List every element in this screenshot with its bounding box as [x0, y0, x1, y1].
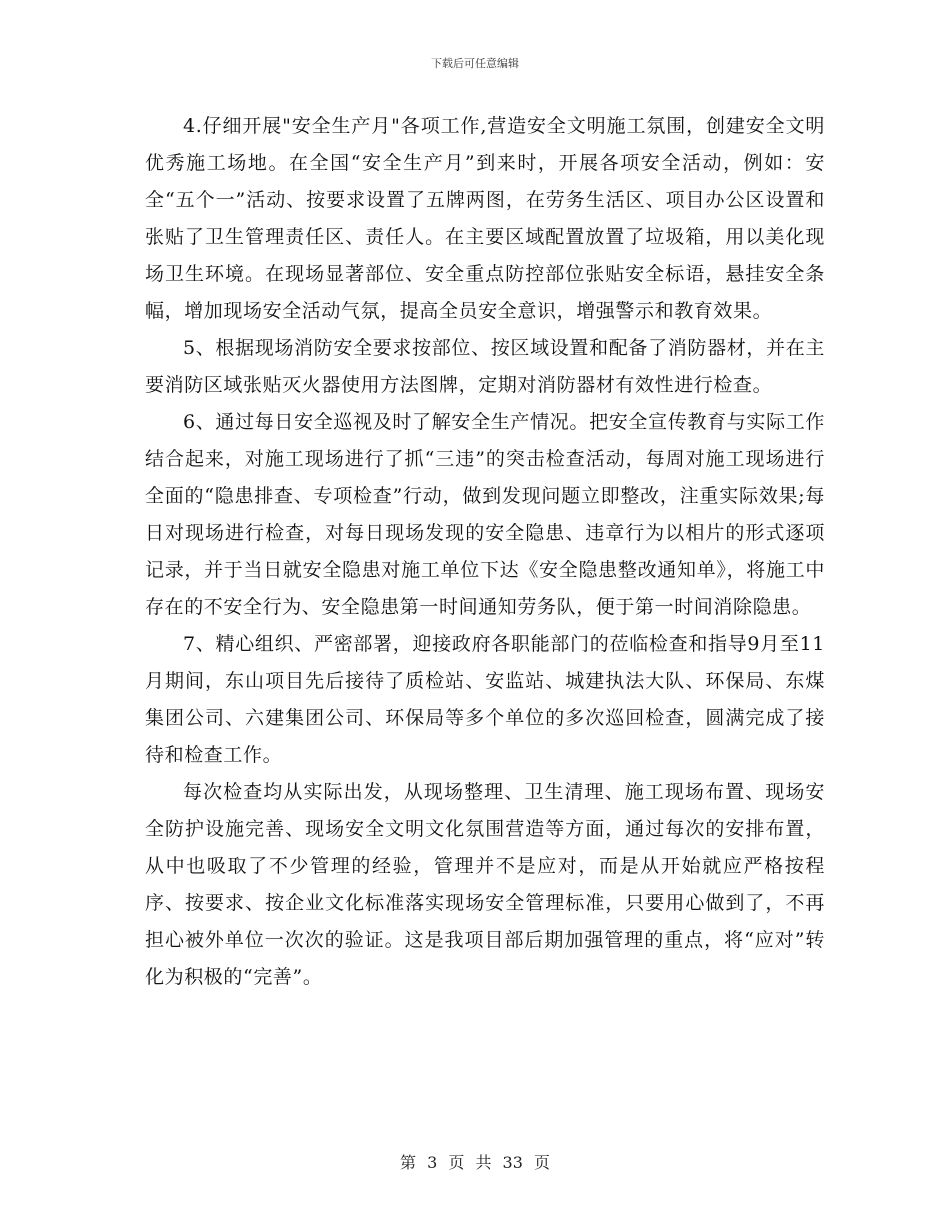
paragraph-summary: 每次检查均从实际出发，从现场整理、卫生清理、施工现场布置、现场安全防护设施完善、现场安全文明文化氛围营造等方面，通过每次的安排布置，从中也吸取了不少管理的经验，管理并不是应对，而是从开始就应严格按程序、按要求、按企业文化标准落实现场安全管理标准，只要用心做到了，不再担心被外单位一次次的验证。这是我项目部后期加强管理的重点，将“应对”转化为积极的“完善”。 — [145, 781, 825, 988]
paragraph-4: 4.仔细开展"安全生产月"各项工作,营造安全文明施工氛围，创建安全文明优秀施工场地。在全国“安全生产月”到来时，开展各项安全活动，例如：安全“五个一”活动、按要求设置了五牌两图，在劳务生活区、项目办公区设置和张贴了卫生管理责任区、责任人。在主要区域配置放置了垃圾箱，用以美化现场卫生环境。在现场显著部位、安全重点防控部位张贴安全标语，悬挂安全条幅，增加现场安全活动气氛，提高全员安全意识，增强警示和教育效果。 — [145, 115, 825, 322]
document-body — [145, 108, 825, 996]
paragraph-5: 5、根据现场消防安全要求按部位、按区域设置和配备了消防器材，并在主要消防区域张贴灭火器使用方法图牌，定期对消防器材有效性进行检查。 — [145, 337, 825, 396]
page-header-note: 下载后可任意编辑 — [431, 57, 519, 70]
paragraph-7: 7、精心组织、严密部署，迎接政府各职能部门的莅临检查和指导9月至11月期间，东山项目先后接待了质检站、安监站、城建执法大队、环保局、东煤集团公司、六建集团公司、环保局等多个单位的多次巡回检查，圆满完成了接待和检查工作。 — [145, 633, 825, 766]
paragraph-6: 6、通过每日安全巡视及时了解安全生产情况。把安全宣传教育与实际工作结合起来，对施工现场进行了抓“三违”的突击检查活动，每周对施工现场进行全面的“隐患排查、专项检查”行动，做到发现问题立即整改，注重实际效果;每日对现场进行检查，对每日现场发现的安全隐患、违章行为以相片的形式逐项记录，并于当日就安全隐患对施工单位下达《安全隐患整改通知单》，将施工中存在的不安全行为、安全隐患第一时间通知劳务队，便于第一时间消除隐患。 — [145, 411, 825, 618]
page-number: 第 3 页 共 33 页 — [400, 1153, 550, 1172]
